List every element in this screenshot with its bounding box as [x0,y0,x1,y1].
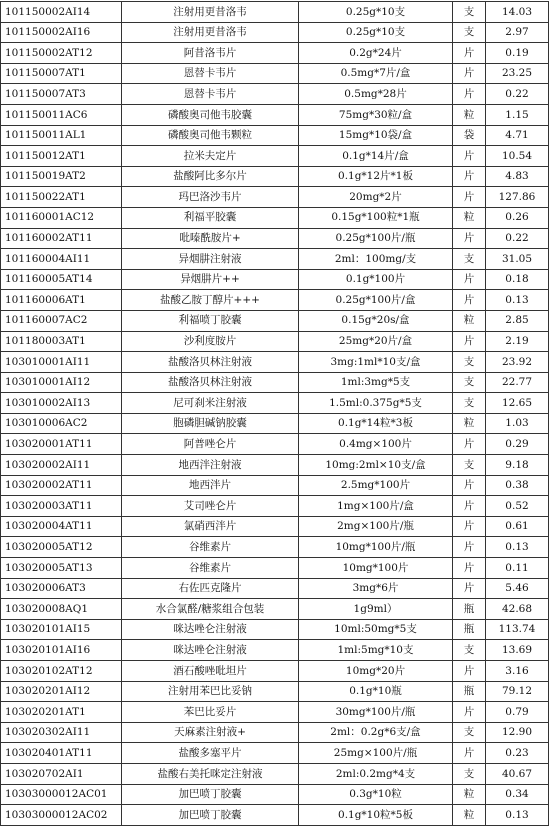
unit-cell: 支 [453,249,486,270]
drug-name-cell: 沙利度胺片 [122,331,299,352]
unit-cell: 片 [453,702,486,723]
drug-code-cell: 10303000012AC01 [1,784,122,805]
unit-cell: 支 [453,352,486,373]
price-cell: 31.05 [486,249,549,270]
unit-cell: 粒 [453,310,486,331]
price-cell: 4.83 [486,166,549,187]
table-row [1,22,549,43]
drug-spec-cell: 2ml：100mg/支 [299,249,453,270]
unit-cell: 支 [453,2,486,23]
drug-code-cell: 103020702AI1 [1,763,122,784]
drug-name-cell: 地西泮片 [122,475,299,496]
table-row [1,166,549,187]
drug-spec-cell: 1mg×100片/盒 [299,496,453,517]
drug-code-cell: 103020101AI15 [1,619,122,640]
drug-name-cell: 磷酸奥司他韦颗粒 [122,125,299,146]
drug-code-cell: 103020002AT11 [1,475,122,496]
drug-spec-cell: 2ml：0.2g*6支/盒 [299,722,453,743]
table-row [1,661,549,682]
drug-spec-cell: 0.1g*100片 [299,269,453,290]
unit-cell: 支 [453,455,486,476]
drug-name-cell: 加巴喷丁胶囊 [122,805,299,826]
drug-name-cell: 阿普唑仑片 [122,434,299,455]
price-cell: 0.61 [486,516,549,537]
table-row [1,558,549,579]
drug-name-cell: 磷酸奥司他韦胶囊 [122,104,299,125]
drug-spec-cell: 1ml:3mg*5支 [299,372,453,393]
drug-name-cell: 谷维素片 [122,537,299,558]
drug-spec-cell: 1g9ml） [299,599,453,620]
drug-spec-cell: 10mg*100片/瓶 [299,537,453,558]
drug-code-cell: 103020005AT12 [1,537,122,558]
table-row [1,63,549,84]
unit-cell: 瓶 [453,599,486,620]
table-row [1,249,549,270]
unit-cell: 片 [453,331,486,352]
price-cell: 0.34 [486,784,549,805]
drug-spec-cell: 0.3g*10粒 [299,784,453,805]
table-row [1,310,549,331]
table-row [1,125,549,146]
price-cell: 42.68 [486,599,549,620]
price-cell: 12.65 [486,393,549,414]
drug-spec-cell: 0.15g*20s/盒 [299,310,453,331]
drug-code-cell: 101150002AT12 [1,43,122,64]
unit-cell: 瓶 [453,681,486,702]
unit-cell: 片 [453,578,486,599]
table-row [1,475,549,496]
unit-cell: 粒 [453,805,486,826]
drug-name-cell: 右佐匹克隆片 [122,578,299,599]
drug-name-cell: 注射用更昔洛韦 [122,2,299,23]
drug-code-cell: 101160006AT1 [1,290,122,311]
unit-cell: 片 [453,146,486,167]
drug-spec-cell: 0.1g*10瓶 [299,681,453,702]
drug-spec-cell: 3mg:1ml*10支/盒 [299,352,453,373]
unit-cell: 片 [453,475,486,496]
price-cell: 5.46 [486,578,549,599]
drug-spec-cell: 10ml:50mg*5支 [299,619,453,640]
unit-cell: 片 [453,661,486,682]
drug-spec-cell: 30mg*100片/瓶 [299,702,453,723]
price-cell: 0.38 [486,475,549,496]
drug-name-cell: 盐酸乙胺丁醇片+++ [122,290,299,311]
unit-cell: 袋 [453,125,486,146]
drug-code-cell: 103020401AT11 [1,743,122,764]
price-cell: 2.85 [486,310,549,331]
unit-cell: 粒 [453,413,486,434]
drug-code-cell: 101150011AC6 [1,104,122,125]
drug-code-cell: 103020201AI12 [1,681,122,702]
table-row [1,84,549,105]
unit-cell: 片 [453,290,486,311]
drug-code-cell: 103020102AT12 [1,661,122,682]
price-cell: 0.13 [486,537,549,558]
price-cell: 2.97 [486,22,549,43]
price-cell: 113.74 [486,619,549,640]
drug-name-cell: 尼可刹米注射液 [122,393,299,414]
drug-spec-cell: 2ml:0.2mg*4支 [299,763,453,784]
drug-code-cell: 101160001AC12 [1,207,122,228]
unit-cell: 片 [453,43,486,64]
drug-name-cell: 利福平胶囊 [122,207,299,228]
unit-cell: 片 [453,434,486,455]
table-row [1,413,549,434]
drug-code-cell: 103010001AI12 [1,372,122,393]
drug-name-cell: 胞磷胆碱钠胶囊 [122,413,299,434]
table-row [1,784,549,805]
price-cell: 0.19 [486,43,549,64]
drug-spec-cell: 15mg*10袋/盒 [299,125,453,146]
table-row [1,269,549,290]
price-cell: 0.13 [486,290,549,311]
unit-cell: 片 [453,558,486,579]
drug-name-cell: 利福喷丁胶囊 [122,310,299,331]
table-row [1,331,549,352]
drug-spec-cell: 1.5ml:0.375g*5支 [299,393,453,414]
drug-code-cell: 101150007AT3 [1,84,122,105]
price-cell: 0.79 [486,702,549,723]
drug-code-cell: 101150002AI14 [1,2,122,23]
drug-code-cell: 101150011AL1 [1,125,122,146]
unit-cell: 支 [453,372,486,393]
drug-code-cell: 103020008AQ1 [1,599,122,620]
price-cell: 0.18 [486,269,549,290]
table-row [1,619,549,640]
unit-cell: 支 [453,763,486,784]
unit-cell: 片 [453,496,486,517]
unit-cell: 瓶 [453,619,486,640]
drug-name-cell: 恩替卡韦片 [122,84,299,105]
price-cell: 13.69 [486,640,549,661]
table-row [1,805,549,826]
drug-code-cell: 103020004AT11 [1,516,122,537]
drug-spec-cell: 2mg×100片/瓶 [299,516,453,537]
drug-name-cell: 异烟肼注射液 [122,249,299,270]
price-cell: 0.23 [486,743,549,764]
unit-cell: 片 [453,537,486,558]
table-row [1,537,549,558]
drug-code-cell: 103020005AT13 [1,558,122,579]
table-row [1,516,549,537]
drug-name-cell: 谷维素片 [122,558,299,579]
drug-code-cell: 101160004AI11 [1,249,122,270]
unit-cell: 粒 [453,104,486,125]
drug-name-cell: 盐酸多塞平片 [122,743,299,764]
table-row [1,681,549,702]
drug-name-cell: 水合氯醛/糖浆组合包装 [122,599,299,620]
drug-spec-cell: 0.1g*12片*1板 [299,166,453,187]
drug-name-cell: 异烟肼片++ [122,269,299,290]
table-row [1,743,549,764]
drug-name-cell: 盐酸洛贝林注射液 [122,352,299,373]
drug-name-cell: 阿昔洛韦片 [122,43,299,64]
drug-code-cell: 101150012AT1 [1,146,122,167]
price-cell: 22.77 [486,372,549,393]
table-row [1,702,549,723]
drug-spec-cell: 25mg×100片/瓶 [299,743,453,764]
table-row [1,599,549,620]
drug-name-cell: 苯巴比妥片 [122,702,299,723]
table-row [1,455,549,476]
price-cell: 3.16 [486,661,549,682]
unit-cell: 支 [453,22,486,43]
drug-code-cell: 103020001AT11 [1,434,122,455]
drug-name-cell: 酒石酸唑吡坦片 [122,661,299,682]
price-cell: 12.90 [486,722,549,743]
price-cell: 23.25 [486,63,549,84]
table-row [1,722,549,743]
unit-cell: 片 [453,84,486,105]
price-cell: 127.86 [486,187,549,208]
price-cell: 2.19 [486,331,549,352]
unit-cell: 片 [453,743,486,764]
unit-cell: 支 [453,722,486,743]
price-cell: 0.29 [486,434,549,455]
table-row [1,228,549,249]
drug-code-cell: 101150002AI16 [1,22,122,43]
price-cell: 79.12 [486,681,549,702]
drug-spec-cell: 0.25g*10支 [299,22,453,43]
drug-spec-cell: 25mg*20片/盒 [299,331,453,352]
drug-spec-cell: 0.1g*14片/盒 [299,146,453,167]
drug-spec-cell: 0.1g*10粒*5板 [299,805,453,826]
unit-cell: 片 [453,63,486,84]
drug-spec-cell: 0.5mg*28片 [299,84,453,105]
unit-cell: 支 [453,640,486,661]
table-row [1,207,549,228]
drug-code-cell: 101150022AT1 [1,187,122,208]
drug-name-cell: 加巴喷丁胶囊 [122,784,299,805]
drug-name-cell: 盐酸洛贝林注射液 [122,372,299,393]
drug-code-cell: 103020003AT11 [1,496,122,517]
table-row [1,290,549,311]
drug-name-cell: 吡嗪酰胺片+ [122,228,299,249]
table-row [1,393,549,414]
table-row [1,372,549,393]
drug-price-table [0,1,549,826]
drug-name-cell: 地西泮注射液 [122,455,299,476]
drug-code-cell: 103010002AI13 [1,393,122,414]
drug-spec-cell: 0.1g*14粒*3板 [299,413,453,434]
drug-spec-cell: 3mg*6片 [299,578,453,599]
price-cell: 40.67 [486,763,549,784]
table-row [1,146,549,167]
drug-name-cell: 艾司唑仑片 [122,496,299,517]
table-row [1,352,549,373]
table-row [1,496,549,517]
drug-spec-cell: 0.4mg×100片 [299,434,453,455]
unit-cell: 片 [453,187,486,208]
price-cell: 0.11 [486,558,549,579]
drug-spec-cell: 0.25g*10支 [299,2,453,23]
table-row [1,187,549,208]
price-cell: 0.26 [486,207,549,228]
unit-cell: 片 [453,269,486,290]
table-row [1,104,549,125]
drug-spec-cell: 10mg*100片 [299,558,453,579]
unit-cell: 支 [453,393,486,414]
unit-cell: 粒 [453,784,486,805]
price-cell: 0.52 [486,496,549,517]
drug-name-cell: 咪达唑仑注射液 [122,640,299,661]
drug-spec-cell: 2.5mg*100片 [299,475,453,496]
price-cell: 23.92 [486,352,549,373]
drug-code-cell: 103020006AT3 [1,578,122,599]
price-cell: 0.22 [486,228,549,249]
drug-code-cell: 103010001AI11 [1,352,122,373]
drug-name-cell: 恩替卡韦片 [122,63,299,84]
drug-spec-cell: 20mg*2片 [299,187,453,208]
drug-code-cell: 103020302AI11 [1,722,122,743]
table-row [1,640,549,661]
table-body [1,2,549,826]
drug-spec-cell: 0.5mg*7片/盒 [299,63,453,84]
price-cell: 14.03 [486,2,549,23]
drug-code-cell: 101160007AC2 [1,310,122,331]
drug-code-cell: 101180003AT1 [1,331,122,352]
price-cell: 10.54 [486,146,549,167]
drug-name-cell: 玛巴洛沙韦片 [122,187,299,208]
drug-name-cell: 拉米夫定片 [122,146,299,167]
drug-name-cell: 天麻素注射液+ [122,722,299,743]
table-row [1,578,549,599]
drug-code-cell: 101160005AT14 [1,269,122,290]
drug-code-cell: 103010006AC2 [1,413,122,434]
drug-spec-cell: 0.25g*100片/瓶 [299,228,453,249]
drug-code-cell: 101150019AT2 [1,166,122,187]
drug-code-cell: 103020201AT1 [1,702,122,723]
drug-code-cell: 103020101AI16 [1,640,122,661]
drug-code-cell: 103020002AI11 [1,455,122,476]
drug-name-cell: 咪达唑仑注射液 [122,619,299,640]
table-row [1,434,549,455]
price-cell: 4.71 [486,125,549,146]
drug-spec-cell: 10mg:2ml×10支/盒 [299,455,453,476]
unit-cell: 片 [453,516,486,537]
price-cell: 9.18 [486,455,549,476]
drug-spec-cell: 75mg*30粒/盒 [299,104,453,125]
drug-name-cell: 盐酸阿比多尔片 [122,166,299,187]
drug-spec-cell: 0.25g*100片/盒 [299,290,453,311]
drug-spec-cell: 0.15g*100粒*1瓶 [299,207,453,228]
drug-code-cell: 101160002AT11 [1,228,122,249]
drug-name-cell: 氯硝西泮片 [122,516,299,537]
table-row [1,763,549,784]
unit-cell: 片 [453,228,486,249]
price-cell: 0.13 [486,805,549,826]
drug-spec-cell: 10mg*20片 [299,661,453,682]
drug-name-cell: 盐酸右美托咪定注射液 [122,763,299,784]
drug-spec-cell: 1ml:5mg*10支 [299,640,453,661]
price-cell: 1.03 [486,413,549,434]
price-cell: 1.15 [486,104,549,125]
price-cell: 0.22 [486,84,549,105]
table-row [1,2,549,23]
unit-cell: 片 [453,166,486,187]
drug-code-cell: 10303000012AC02 [1,805,122,826]
table-row [1,43,549,64]
drug-name-cell: 注射用苯巴比妥钠 [122,681,299,702]
unit-cell: 粒 [453,207,486,228]
drug-code-cell: 101150007AT1 [1,63,122,84]
drug-name-cell: 注射用更昔洛韦 [122,22,299,43]
drug-spec-cell: 0.2g*24片 [299,43,453,64]
